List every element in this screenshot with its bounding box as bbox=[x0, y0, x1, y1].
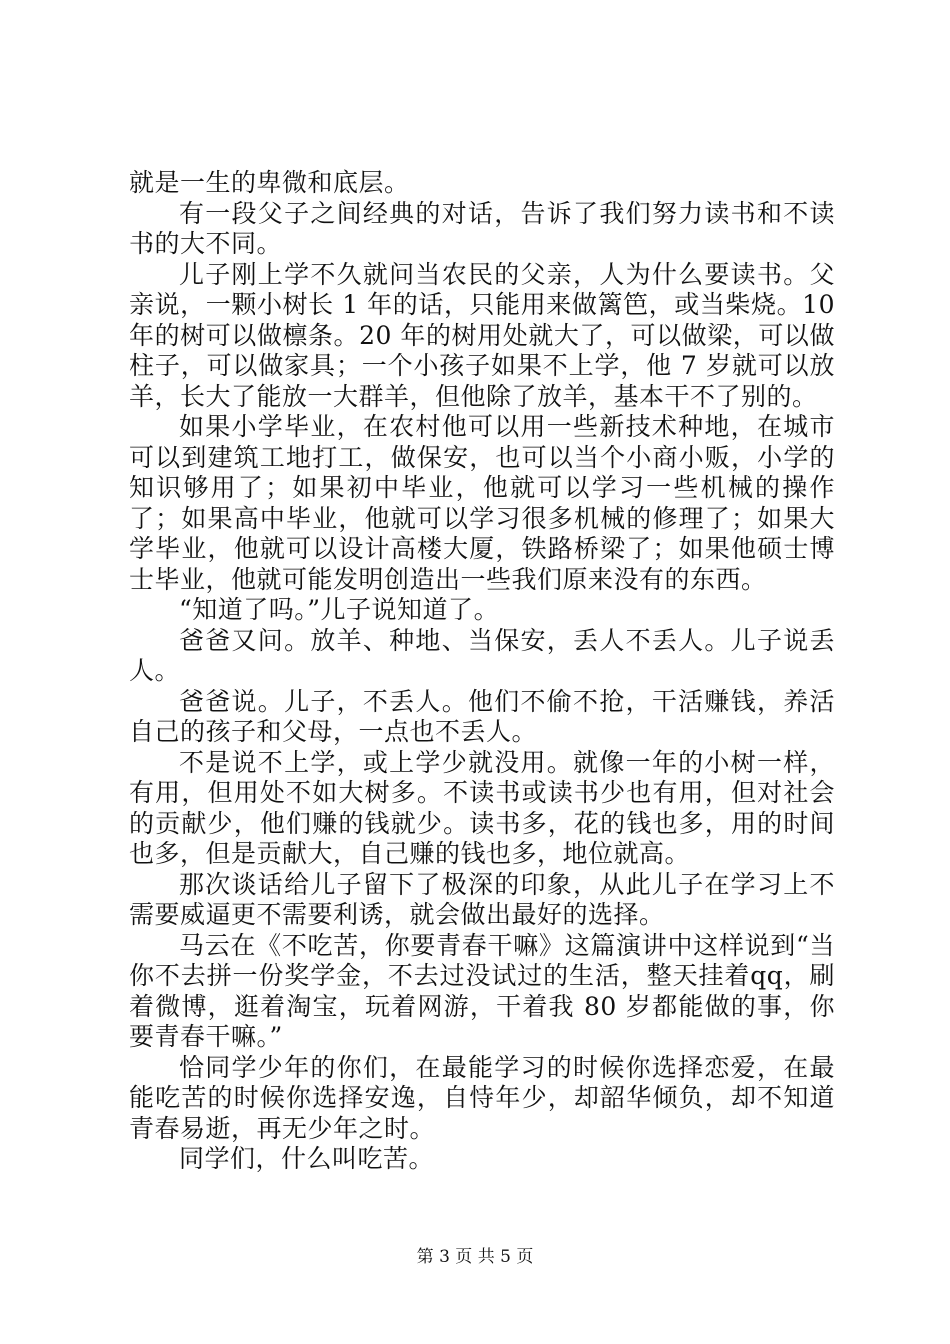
paragraph-10: 马云在《不吃苦，你要青春干嘛》这篇演讲中这样说到“当你不去拼一份奖学金，不去过没试过的生活，整天挂着qq，刷着微博，逛着淘宝，玩着网游，干着我 80 岁都能做的事，你要青春干嘛。” bbox=[129, 930, 835, 1051]
paragraph-6: 爸爸又问。放羊、种地、当保安，丢人不丢人。儿子说丢人。 bbox=[129, 625, 835, 685]
body-text bbox=[129, 168, 835, 1175]
paragraph-9: 那次谈话给儿子留下了极深的印象，从此儿子在学习上不需要威逼更不需要利诱，就会做出最好的选择。 bbox=[129, 869, 835, 929]
paragraph-2: 有一段父子之间经典的对话，告诉了我们努力读书和不读书的大不同。 bbox=[129, 198, 835, 258]
paragraph-12: 同学们，什么叫吃苦。 bbox=[179, 1144, 435, 1173]
paragraph-7: 爸爸说。儿子，不丢人。他们不偷不抢，干活赚钱，养活自己的孩子和父母，一点也不丢人。 bbox=[129, 686, 835, 746]
page-number-footer: 第 3 页 共 5 页 bbox=[416, 1247, 534, 1267]
paragraph-8: 不是说不上学，或上学少就没用。就像一年的小树一样，有用，但用处不如大树多。不读书或读书少也有用，但对社会的贡献少，他们赚的钱就少。读书多，花的钱也多，用的时间也多，但是贡献大，自己赚的钱也多，地位就高。 bbox=[129, 747, 835, 868]
paragraph-1: 就是一生的卑微和底层。 bbox=[129, 168, 410, 197]
paragraph-5: “知道了吗。”儿子说知道了。 bbox=[179, 595, 500, 624]
paragraph-3: 儿子刚上学不久就问当农民的父亲，人为什么要读书。父亲说，一颗小树长 1 年的话，只能用来做篱笆，或当柴烧。10 年的树可以做檩条。20 年的树用处就大了，可以做梁，可以做柱子，可以做家具；一个小孩子如果不上学，他 7 岁就可以放羊，长大了能放一大群羊，但他除了放羊，基本干不了别的。 bbox=[129, 259, 835, 411]
paragraph-4: 如果小学毕业，在农村他可以用一些新技术种地，在城市可以到建筑工地打工，做保安，也可以当个小商小贩，小学的知识够用了；如果初中毕业，他就可以学习一些机械的操作了；如果高中毕业，他就可以学习很多机械的修理了；如果大学毕业，他就可以设计高楼大厦，铁路桥梁了；如果他硕士博士毕业，他就可能发明创造出一些我们原来没有的东西。 bbox=[129, 412, 835, 594]
paragraph-11: 恰同学少年的你们，在最能学习的时候你选择恋爱，在最能吃苦的时候你选择安逸，自恃年少，却韶华倾负，却不知道青春易逝，再无少年之时。 bbox=[129, 1052, 835, 1143]
